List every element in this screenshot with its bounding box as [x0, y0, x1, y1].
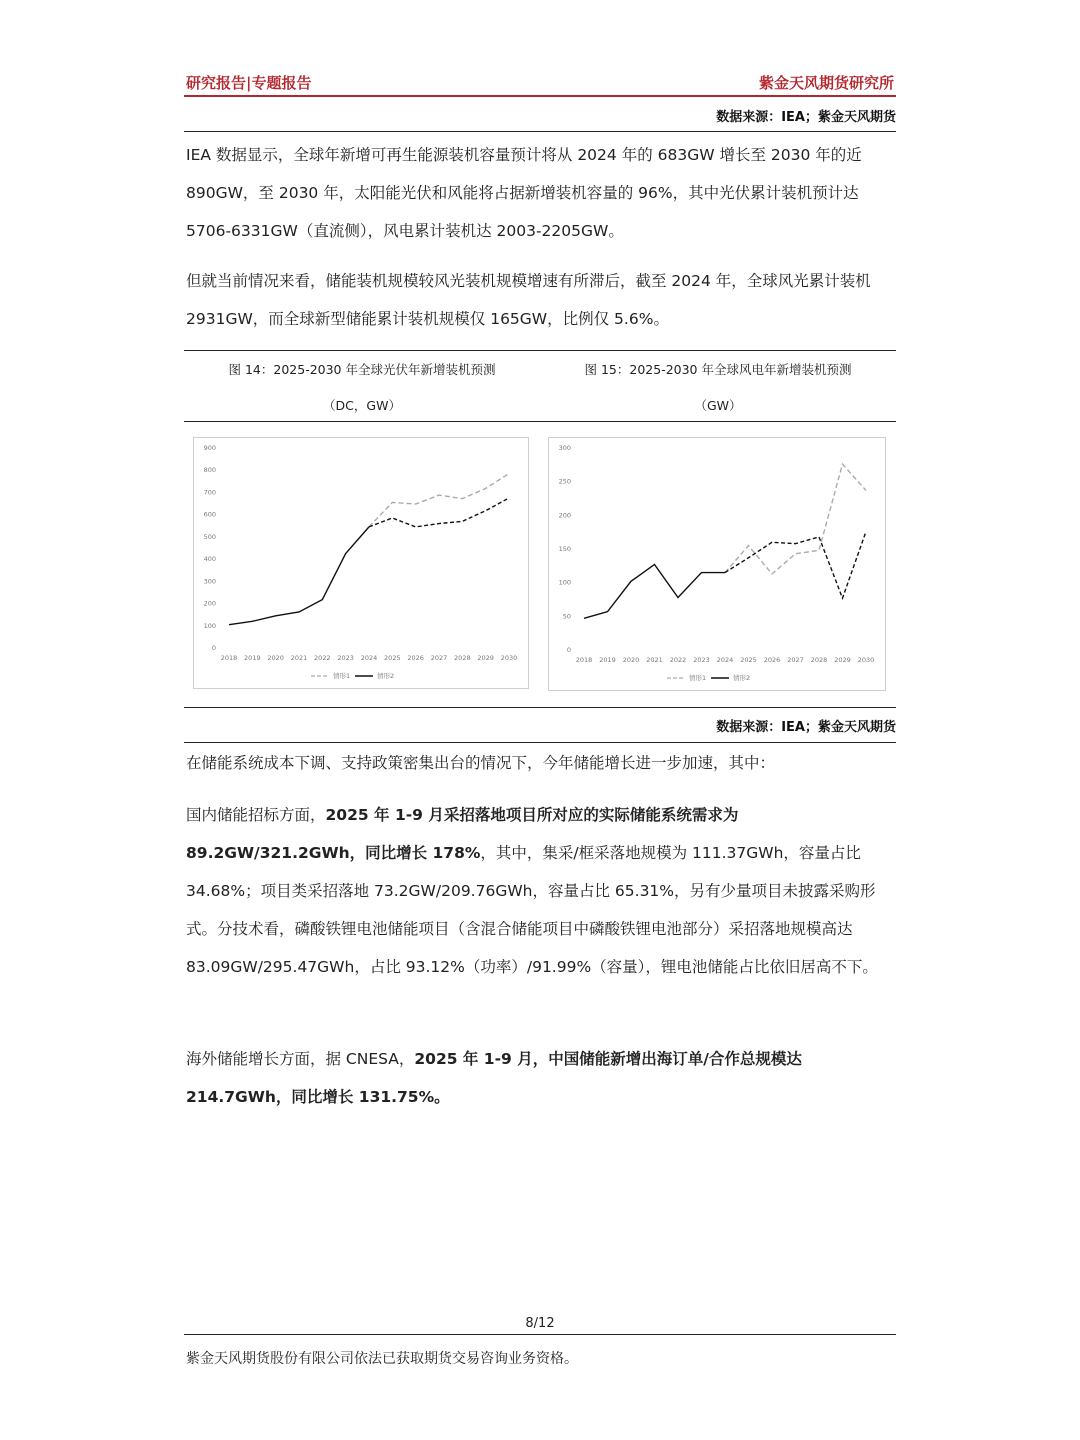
paragraph-iea-capacity: IEA 数据显示，全球年新增可再生能源装机容量预计将从 2024 年的 683GW 增长至 2030 年的近 890GW，至 2030 年，太阳能光伏和风能将占据新增装机容量的 96%，其中光伏累计装机预计达 5706-6331GW（直流侧），风电累计装机达 2003-2205GW。	[186, 146, 862, 240]
footer-divider	[184, 1334, 896, 1335]
header-institute: 紫金天风期货研究所	[758, 74, 894, 92]
x-tick-label: 2027	[430, 654, 448, 662]
paragraph-storage-lag: 但就当前情况来看，储能装机规模较风光装机规模增速有所滞后，截至 2024 年，全球风光累计装机 2931GW，而全球新型储能累计装机规模仅 165GW，比例仅 5.6%。	[186, 272, 871, 328]
rule-figure-title	[184, 421, 896, 422]
overseas-highlight: 2025 年 1-9 月，中国储能新增出海订单/合作总规模达 214.7GWh，同比增长 131.75%。	[186, 1050, 802, 1106]
y-tick-label: 900	[203, 444, 216, 452]
x-tick-label: 2024	[360, 654, 378, 662]
series-scenario2-line	[369, 498, 509, 527]
x-tick-label: 2020	[267, 654, 284, 662]
x-tick-label: 2018	[220, 654, 238, 662]
source-note-bottom: 数据来源：IEA；紫金天风期货	[716, 720, 896, 735]
y-tick-label: 800	[203, 466, 216, 475]
fig14-title-line2: （DC，GW）	[323, 398, 401, 413]
rule-source-bottom	[184, 742, 896, 743]
x-tick-label: 2025	[384, 654, 401, 662]
fig15-title-line1: 图 15：2025-2030 年全球风电年新增装机预测	[584, 362, 852, 377]
paragraph-domestic-tender	[186, 796, 898, 986]
footer-disclaimer: 紫金天风期货股份有限公司依法已获取期货交易咨询业务资格。	[186, 1351, 578, 1367]
page-number: 8/12	[525, 1316, 555, 1331]
legend-scenario1-label: 情形1	[333, 672, 351, 680]
y-tick-label: 150	[558, 545, 571, 553]
x-tick-label: 2026	[763, 656, 781, 664]
x-tick-label: 2028	[810, 656, 828, 664]
pv-chart	[193, 437, 529, 689]
series-history-line	[584, 564, 725, 618]
y-tick-label: 300	[203, 577, 216, 586]
rule-figure-bottom	[184, 707, 896, 708]
wind-chart-svg	[549, 438, 885, 690]
y-tick-label: 200	[203, 599, 216, 608]
x-tick-label: 2029	[834, 656, 851, 664]
overseas-intro: 海外储能增长方面，据 CNESA，	[186, 1050, 415, 1068]
domestic-tender-highlight: 2025 年 1-9 月采招落地项目所对应的实际储能系统需求为 89.2GW/321.2GWh，同比增长 178%	[186, 806, 739, 862]
paragraph-overseas-growth	[186, 1040, 898, 1116]
paragraph-storage-acceleration: 在储能系统成本下调、支持政策密集出台的情况下，今年储能增长进一步加速，其中：	[186, 754, 776, 772]
x-tick-label: 2021	[290, 654, 308, 662]
wind-chart	[548, 437, 886, 691]
x-tick-label: 2019	[599, 656, 616, 664]
y-tick-label: 250	[558, 477, 571, 486]
x-tick-label: 2025	[740, 656, 757, 664]
y-tick-label: 700	[203, 488, 216, 497]
y-tick-label: 100	[203, 621, 216, 630]
fig14-title	[184, 360, 540, 414]
series-scenario1-line	[725, 464, 866, 574]
y-tick-label: 600	[203, 510, 216, 519]
x-tick-label: 2026	[407, 654, 424, 662]
legend-scenario2-label: 情形2	[377, 672, 395, 680]
x-tick-label: 2029	[477, 654, 494, 662]
domestic-tender-detail: ，其中，集采/框采落地规模为 111.37GWh，容量占比 34.68%；项目类采招落地 73.2GW/209.76GWh，容量占比 65.31%，另有少量项目未披露采购形式。分技术看，磷酸铁锂电池储能项目（含混合储能项目中磷酸铁锂电池部分）采招落地规模高达 83.09GW/295.47GWh，占比 93.12%（功率）/91.99%（容量），锂电池储能占比依旧居高不下。	[186, 844, 878, 976]
fig15-title-line2: （GW）	[694, 398, 742, 413]
y-tick-label: 0	[211, 644, 216, 652]
x-tick-label: 2019	[244, 654, 261, 662]
source-note-top: 数据来源：IEA；紫金天风期货	[716, 110, 896, 125]
y-tick-label: 50	[562, 612, 571, 621]
pv-chart-svg	[194, 438, 528, 688]
header-divider	[184, 95, 896, 97]
y-tick-label: 400	[203, 555, 216, 564]
fig14-title-line1: 图 14：2025-2030 年全球光伏年新增装机预测	[228, 362, 496, 377]
x-tick-label: 2018	[575, 656, 593, 664]
y-tick-label: 100	[558, 578, 571, 587]
x-tick-label: 2020	[622, 656, 640, 664]
domestic-tender-intro: 国内储能招标方面，	[186, 806, 326, 824]
x-tick-label: 2023	[693, 656, 710, 664]
rule-top	[184, 131, 896, 132]
x-tick-label: 2022	[669, 656, 687, 664]
y-tick-label: 300	[558, 444, 571, 452]
x-tick-label: 2027	[787, 656, 804, 664]
x-tick-label: 2030	[857, 656, 875, 664]
y-tick-label: 200	[558, 511, 571, 520]
x-tick-label: 2022	[314, 654, 331, 662]
series-scenario2-line	[725, 531, 866, 598]
header-report-type: 研究报告|专题报告	[186, 74, 312, 92]
fig15-title	[540, 360, 896, 414]
x-tick-label: 2028	[454, 654, 471, 662]
legend-scenario1-label: 情形1	[689, 674, 707, 682]
legend-scenario2-label: 情形2	[733, 674, 751, 682]
x-tick-label: 2030	[500, 654, 518, 662]
x-tick-label: 2023	[337, 654, 354, 662]
y-tick-label: 0	[566, 646, 571, 654]
y-tick-label: 500	[203, 532, 216, 541]
x-tick-label: 2021	[646, 656, 663, 664]
x-tick-label: 2024	[716, 656, 734, 664]
series-history-line	[229, 527, 369, 625]
rule-figure-top	[184, 350, 896, 351]
